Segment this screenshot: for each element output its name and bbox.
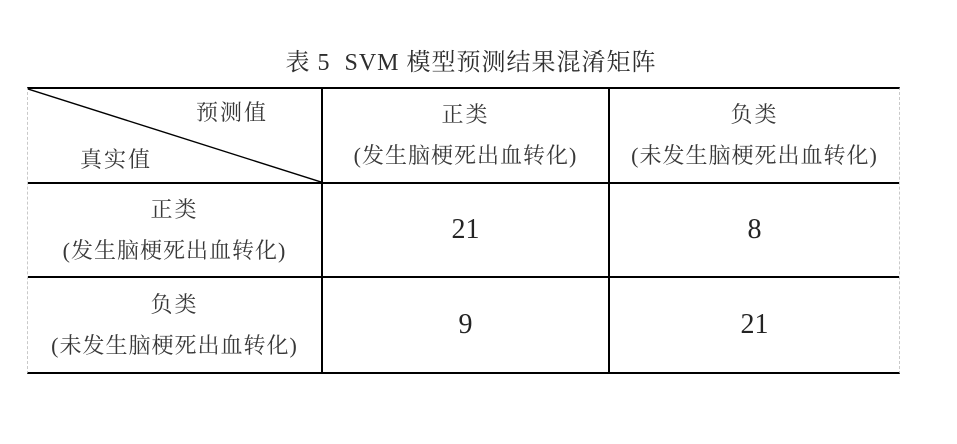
row-header-positive-label: 正类 bbox=[150, 196, 199, 222]
row-header-positive bbox=[28, 184, 323, 278]
col-header-positive-sublabel: (发生脑梗死出血转化) bbox=[353, 143, 578, 168]
cell-false-negative: 8 bbox=[610, 184, 899, 278]
col-header-positive-label: 正类 bbox=[441, 102, 490, 127]
cell-true-negative: 21 bbox=[610, 278, 899, 372]
cell-true-positive: 21 bbox=[323, 184, 610, 278]
row-header-negative-sublabel: (未发生脑梗死出血转化) bbox=[51, 332, 298, 358]
cell-false-positive: 9 bbox=[323, 278, 610, 372]
col-header-positive bbox=[323, 89, 610, 184]
table-caption: 表 5 SVM 模型预测结果混淆矩阵 bbox=[285, 50, 657, 76]
row-header-negative-label: 负类 bbox=[150, 291, 199, 317]
corner-label-actual: 真实值 bbox=[80, 147, 153, 172]
row-header-negative bbox=[28, 278, 323, 372]
diagonal-divider bbox=[28, 89, 321, 182]
row-header-positive-sublabel: (发生脑梗死出血转化) bbox=[62, 237, 287, 263]
col-header-negative-sublabel: (未发生脑梗死出血转化) bbox=[631, 143, 878, 168]
col-header-negative bbox=[610, 89, 899, 184]
col-header-negative-label: 负类 bbox=[730, 102, 779, 127]
corner-header-cell bbox=[28, 89, 323, 184]
corner-label-predicted: 预测值 bbox=[196, 100, 269, 125]
confusion-matrix-table bbox=[27, 87, 900, 374]
